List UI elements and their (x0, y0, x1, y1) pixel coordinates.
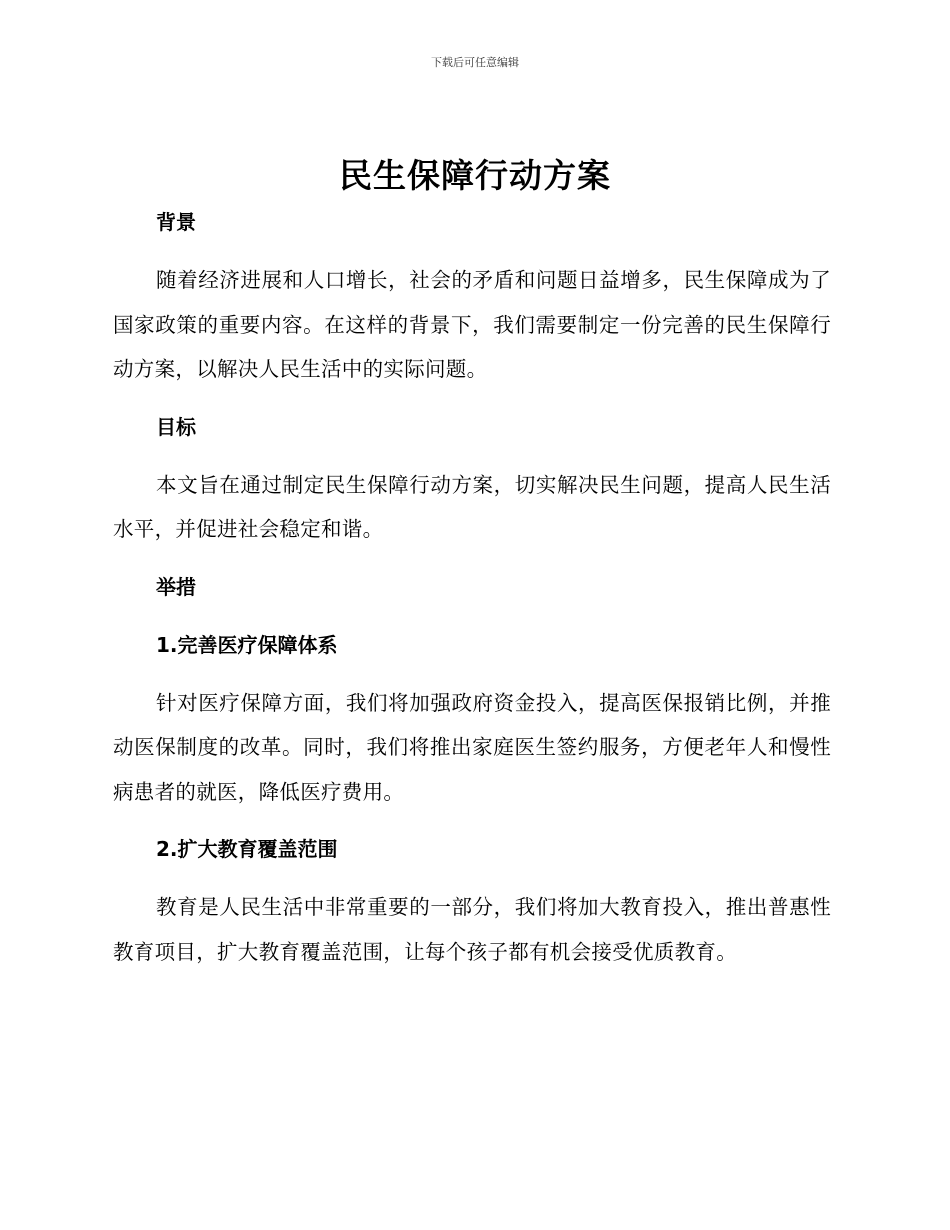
section-heading-measures: 举措 (156, 574, 196, 599)
section-heading-goal: 目标 (156, 414, 196, 439)
subsection-heading-education: 2.扩大教育覆盖范围 (156, 837, 338, 861)
document-title: 民生保障行动方案 (339, 156, 611, 195)
paragraph-goal: 本文旨在通过制定民生保障行动方案，切实解决民生问题，提高人民生活水平，并促进社会稳定和谐。 (113, 472, 831, 541)
paragraph-education: 教育是人民生活中非常重要的一部分，我们将加大教育投入，推出普惠性教育项目，扩大教育覆盖范围，让每个孩子都有机会接受优质教育。 (113, 895, 831, 964)
document-body (113, 200, 831, 974)
header-note: 下载后可任意编辑 (431, 56, 519, 69)
section-heading-background: 背景 (156, 210, 196, 234)
paragraph-background: 随着经济进展和人口增长，社会的矛盾和问题日益增多，民生保障成为了国家政策的重要内容。在这样的背景下，我们需要制定一份完善的民生保障行动方案，以解决人民生活中的实际问题。 (113, 268, 831, 381)
subsection-heading-medical: 1.完善医疗保障体系 (156, 632, 338, 657)
paragraph-medical: 针对医疗保障方面，我们将加强政府资金投入，提高医保报销比例，并推动医保制度的改革。同时，我们将推出家庭医生签约服务，方便老年人和慢性病患者的就医，降低医疗费用。 (113, 690, 831, 804)
